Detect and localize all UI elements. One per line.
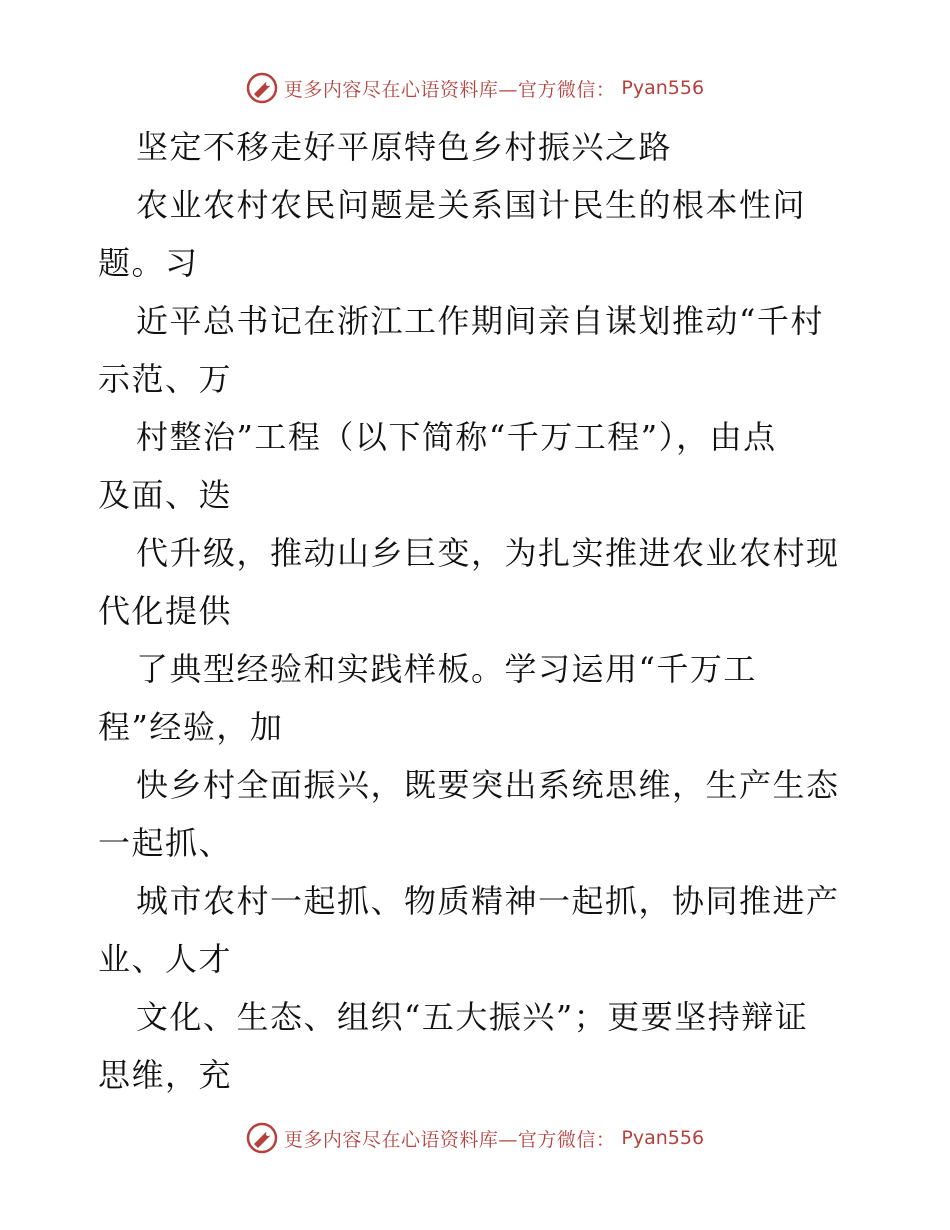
header-watermark (0, 72, 950, 104)
paragraph-line: 近平总书记在浙江工作期间亲自谋划推动“千村 (136, 302, 824, 340)
paragraph-line: 村整治”工程（以下简称“千万工程”），由点 (136, 418, 777, 456)
paragraph-line: 示范、万 (98, 360, 233, 398)
paragraph-line: 及面、迭 (98, 476, 233, 514)
paragraph-line: 快乡村全面振兴，既要突出系统思维，生产生态 (136, 766, 840, 804)
watermark-text: 更多内容尽在心语资料库—官方微信： (283, 1128, 616, 1151)
watermark-text: 更多内容尽在心语资料库—官方微信： (283, 78, 616, 101)
paragraph-line: 题。习 (98, 244, 199, 282)
paragraph-line: 一起抓、 (98, 824, 233, 862)
paragraph-line: 代化提供 (98, 592, 233, 630)
paragraph-line: 思维，充 (98, 1056, 233, 1094)
paragraph-line: 程”经验，加 (98, 708, 284, 746)
watermark-account: Pyan556 (621, 77, 705, 99)
paragraph-line: 农业农村农民问题是关系国计民生的根本性问 (136, 186, 807, 224)
pen-nib-logo-icon (246, 1122, 278, 1154)
paragraph-line: 了典型经验和实践样板。学习运用“千万工 (136, 650, 757, 688)
paragraph-line: 文化、生态、组织“五大振兴”；更要坚持辩证 (136, 998, 809, 1036)
paragraph-line: 城市农村一起抓、物质精神一起抓，协同推进产 (136, 882, 840, 920)
paragraph-line: 业、人才 (98, 940, 233, 978)
watermark-account: Pyan556 (621, 1127, 705, 1149)
paragraph-line: 代升级，推动山乡巨变，为扎实推进农业农村现 (136, 534, 840, 572)
document-title: 坚定不移走好平原特色乡村振兴之路 (136, 128, 673, 166)
footer-watermark (0, 1122, 950, 1154)
pen-nib-logo-icon (246, 72, 278, 104)
document-body (98, 118, 858, 1104)
